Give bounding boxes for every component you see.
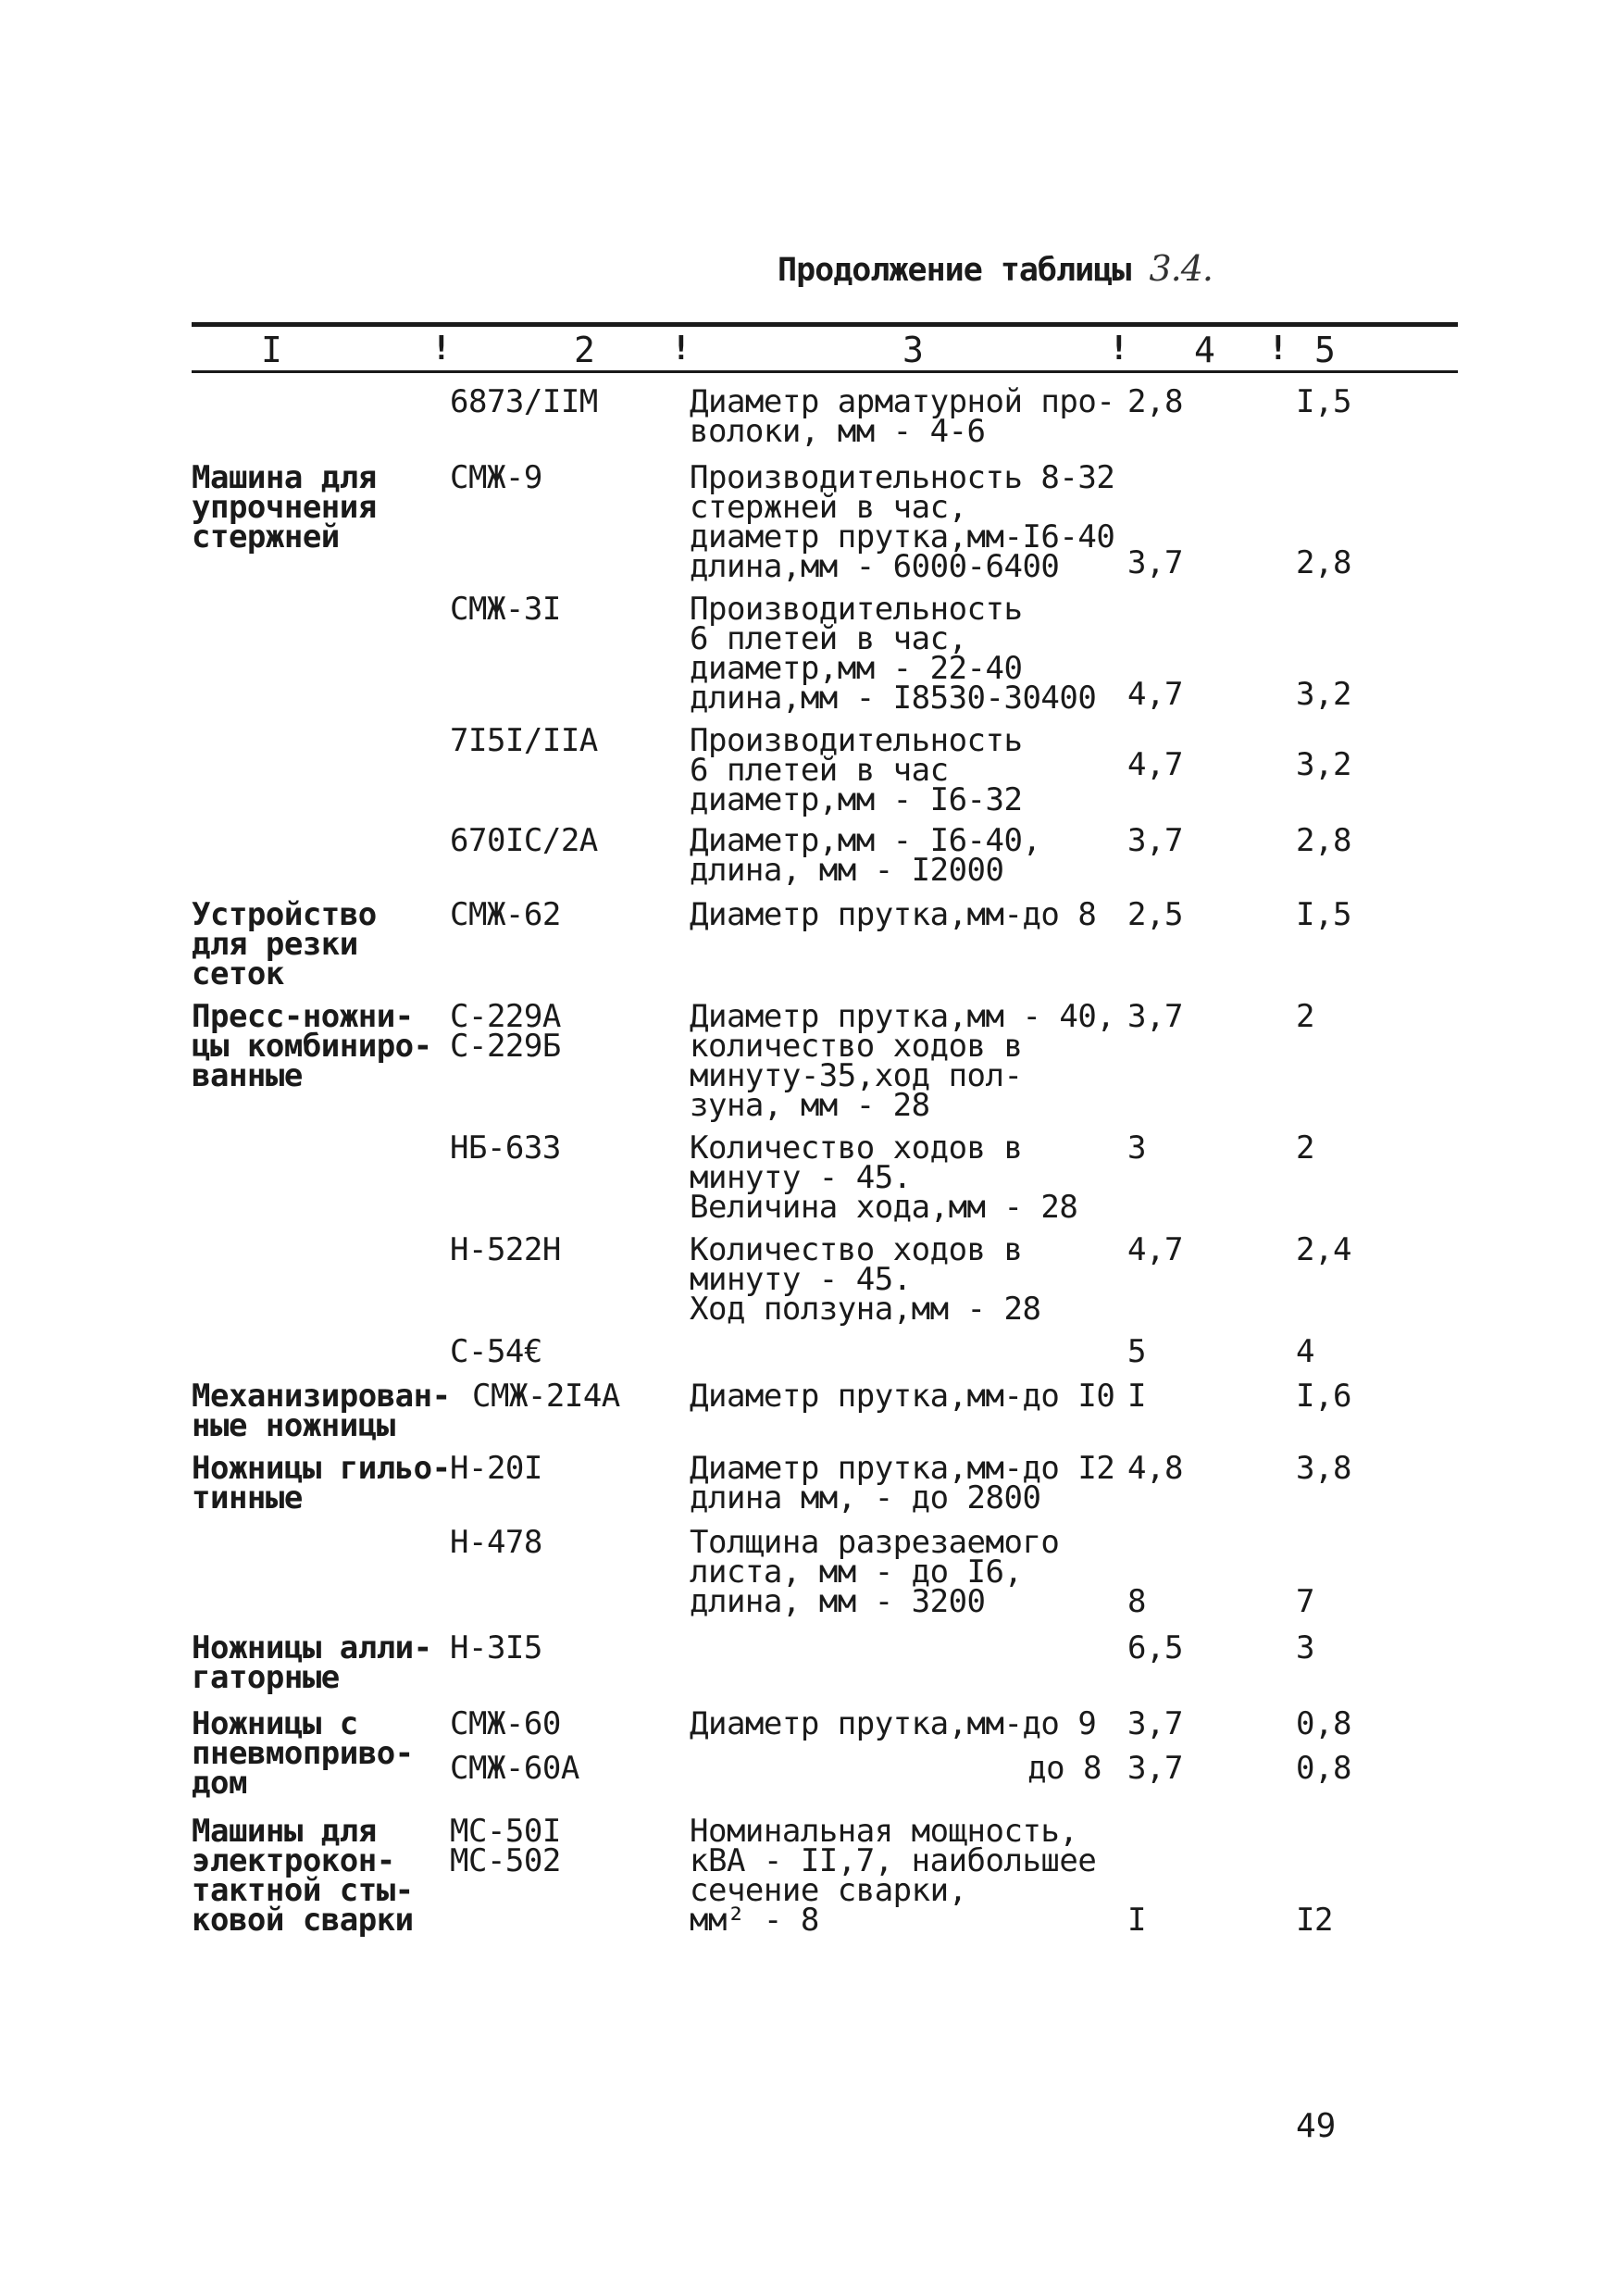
- spec-cell: Производительность 8-32 стержней в час, диаметр прутка,мм-I6-40 длина,мм - 6000-6400: [690, 459, 1115, 585]
- header-col-5: 5: [1314, 330, 1336, 370]
- name-cell: Ножницы с пневмоприво- дом: [192, 1705, 414, 1802]
- model-cell: 6873/IIМ: [450, 383, 598, 420]
- spec-cell: Количество ходов в минуту - 45. Величина хода,мм - 28: [690, 1129, 1078, 1226]
- col5-cell: 2,4: [1296, 1231, 1351, 1268]
- col4-cell: 8: [1127, 1583, 1146, 1620]
- col5-cell: 3,2: [1296, 746, 1351, 783]
- model-cell: Н-522Н: [450, 1231, 561, 1268]
- col4-cell: 4,7: [1127, 746, 1183, 783]
- table-continuation-caption: [778, 248, 1213, 289]
- col5-cell: 3: [1296, 1629, 1314, 1666]
- col4-cell: 6,5: [1127, 1629, 1183, 1666]
- model-cell: МС-50I МС-502: [450, 1813, 561, 1879]
- spec-cell: Диаметр прутка,мм-до I0: [690, 1378, 1115, 1415]
- caption-text: Продолжение таблицы: [778, 252, 1131, 289]
- col4-cell: 4,7: [1127, 1231, 1183, 1268]
- spec-cell: Производительность 6 плетей в час диаметр,мм - I6-32: [690, 722, 1023, 818]
- col4-cell: I: [1127, 1902, 1146, 1939]
- model-cell: СМЖ-60А: [450, 1750, 579, 1787]
- col5-cell: 2,8: [1296, 544, 1351, 581]
- col4-cell: 3: [1127, 1129, 1146, 1167]
- name-cell: Ножницы гильо- тинные: [192, 1450, 451, 1516]
- col4-cell: I: [1127, 1378, 1146, 1415]
- col4-cell: 3,7: [1127, 1705, 1183, 1742]
- model-cell: СМЖ-9: [450, 459, 542, 496]
- table-top-rule: [192, 322, 1458, 327]
- name-cell: Механизирован- ные ножницы: [192, 1378, 451, 1444]
- col5-cell: 2,8: [1296, 822, 1351, 859]
- header-col-1: I: [261, 330, 282, 370]
- model-cell: 670IС/2А: [450, 822, 598, 859]
- spec-cell: Диаметр прутка,мм-до 9: [690, 1705, 1097, 1742]
- name-cell: Устройство для резки сеток: [192, 896, 377, 992]
- header-col-2: 2: [574, 330, 595, 370]
- col4-cell: 3,7: [1127, 1750, 1183, 1787]
- spec-cell: Диаметр прутка,мм-до 8: [690, 896, 1097, 933]
- spec-cell: Номинальная мощность, кВА - II,7, наибольшее сечение сварки, мм² - 8: [690, 1813, 1097, 1939]
- model-cell: СМЖ-60: [450, 1705, 561, 1742]
- col5-cell: I2: [1296, 1902, 1333, 1939]
- spec-cell: Диаметр арматурной про- волоки, мм - 4-6: [690, 383, 1115, 450]
- header-separator: !: [1268, 330, 1288, 368]
- model-cell: Н-478: [450, 1524, 542, 1561]
- header-col-3: 3: [902, 330, 924, 370]
- spec-cell: Толщина разрезаемого листа, мм - до I6, длина, мм - 3200: [690, 1524, 1060, 1620]
- header-separator: !: [1109, 330, 1129, 368]
- col5-cell: I,6: [1296, 1378, 1351, 1415]
- col4-cell: 2,5: [1127, 896, 1183, 933]
- col5-cell: 4: [1296, 1333, 1314, 1370]
- caption-handwritten-number: 3.4.: [1149, 248, 1213, 289]
- header-col-4: 4: [1194, 330, 1215, 370]
- spec-cell: Диаметр,мм - I6-40, длина, мм - I2000: [690, 822, 1041, 889]
- col4-cell: 5: [1127, 1333, 1146, 1370]
- col5-cell: 0,8: [1296, 1750, 1351, 1787]
- col4-cell: 4,8: [1127, 1450, 1183, 1487]
- header-separator: !: [431, 330, 452, 368]
- col4-cell: 4,7: [1127, 676, 1183, 713]
- model-cell: С-54€: [450, 1333, 542, 1370]
- model-cell: С-229А С-229Б: [450, 998, 561, 1065]
- model-cell: 7I5I/IIА: [450, 722, 598, 759]
- spec-cell: до 8: [1027, 1750, 1101, 1787]
- spec-cell: Количество ходов в минуту - 45. Ход ползуна,мм - 28: [690, 1231, 1041, 1328]
- model-cell: Н-3I5: [450, 1629, 542, 1666]
- col4-cell: 3,7: [1127, 822, 1183, 859]
- col5-cell: 0,8: [1296, 1705, 1351, 1742]
- col5-cell: I,5: [1296, 896, 1351, 933]
- col4-cell: 3,7: [1127, 544, 1183, 581]
- page-number: 49: [1296, 2107, 1337, 2145]
- header-separator: !: [671, 330, 691, 368]
- col5-cell: 2: [1296, 998, 1314, 1035]
- model-cell: СМЖ-2I4А: [472, 1378, 620, 1415]
- spec-cell: Производительность 6 плетей в час, диаметр,мм - 22-40 длина,мм - I8530-30400: [690, 591, 1097, 717]
- name-cell: Пресс-ножни- цы комбиниро- ванные: [192, 998, 432, 1094]
- model-cell: СМЖ-3I: [450, 591, 561, 628]
- model-cell: СМЖ-62: [450, 896, 561, 933]
- name-cell: Машины для электрокон- тактной сты- ковой сварки: [192, 1813, 414, 1939]
- model-cell: Н-20I: [450, 1450, 542, 1487]
- model-cell: НБ-633: [450, 1129, 561, 1167]
- col5-cell: 3,8: [1296, 1450, 1351, 1487]
- col5-cell: 7: [1296, 1583, 1314, 1620]
- col4-cell: 2,8: [1127, 383, 1183, 420]
- col4-cell: 3,7: [1127, 998, 1183, 1035]
- col5-cell: 3,2: [1296, 676, 1351, 713]
- col5-cell: I,5: [1296, 383, 1351, 420]
- name-cell: Машина для упрочнения стержней: [192, 459, 377, 555]
- name-cell: Ножницы алли- гаторные: [192, 1629, 432, 1696]
- spec-cell: Диаметр прутка,мм - 40, количество ходов в минуту-35,ход пол- зуна, мм - 28: [690, 998, 1115, 1124]
- table-header-rule: [192, 370, 1458, 373]
- col5-cell: 2: [1296, 1129, 1314, 1167]
- spec-cell: Диаметр прутка,мм-до I2 длина мм, - до 2800: [690, 1450, 1115, 1516]
